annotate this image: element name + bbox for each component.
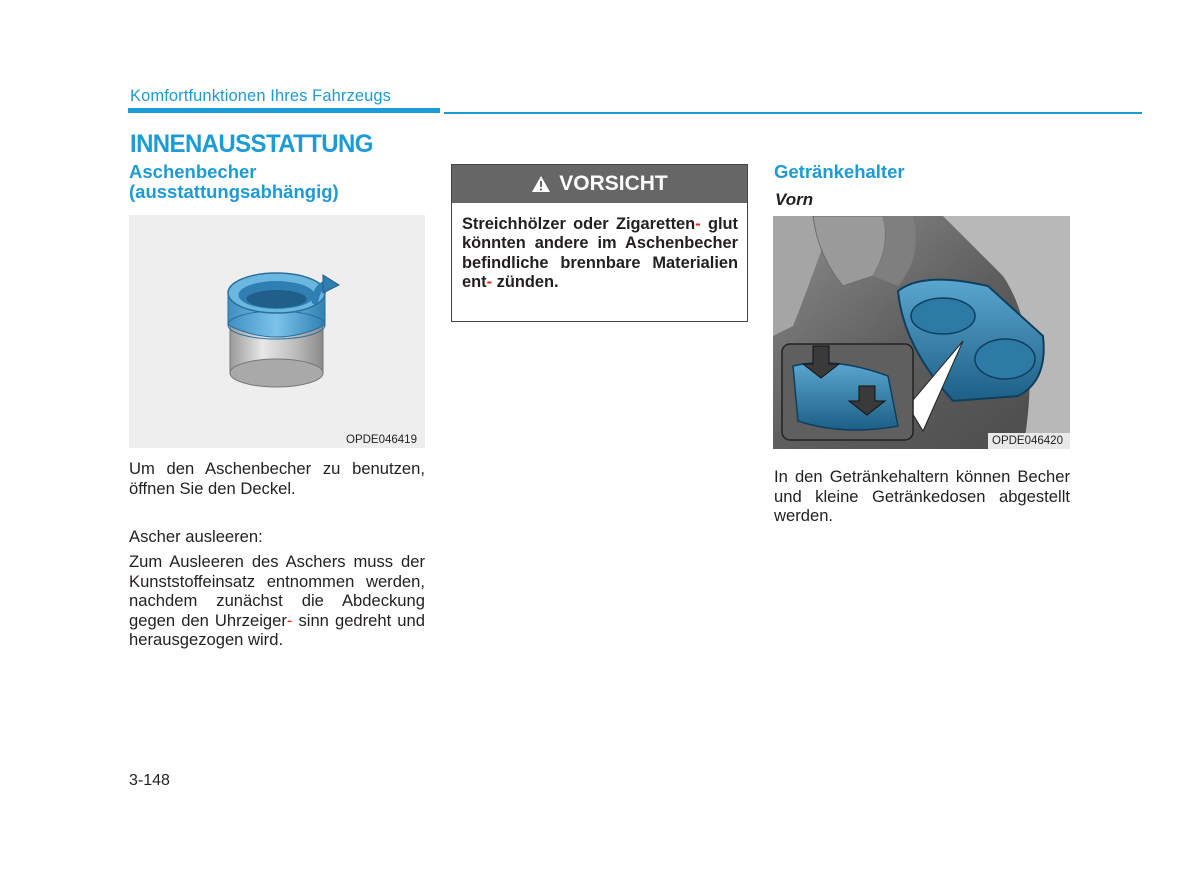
cupholder-heading: Getränkehalter	[774, 161, 905, 182]
ashtray-empty-text-a: Zum Ausleeren des Aschers muss der Kunststoffeinsatz entnommen werden, nachdem zunächst die Abdeckung gegen den Uhrzeiger	[129, 552, 425, 630]
ashtray-empty-text-b: sinn gedreht und herausgezogen wird.	[129, 610, 425, 649]
ashtray-empty-instruction	[129, 552, 425, 650]
ashtray-heading-line2: (ausstattungsabhängig)	[129, 181, 339, 202]
cupholder-text: In den Getränkehaltern können Becher und kleine Getränkedosen abgestellt werden.	[774, 467, 1070, 525]
ashtray-figure	[129, 215, 425, 448]
caution-header	[452, 165, 747, 203]
warning-icon	[531, 175, 551, 193]
cupholder-figure	[773, 216, 1070, 449]
caution-heading: VORSICHT	[559, 172, 668, 195]
ashtray-empty-heading: Ascher ausleeren:	[129, 527, 263, 546]
ashtray-heading-line1: Aschenbecher	[129, 161, 257, 182]
cupholder-figure-code: OPDE046420	[992, 435, 1063, 447]
header-rule	[444, 112, 1142, 114]
hyphen-mark: -	[486, 273, 493, 292]
hyphen-mark: -	[286, 610, 293, 630]
cupholder-subheading: Vorn	[775, 190, 814, 209]
hyphen-mark: -	[695, 215, 701, 233]
ashtray-instruction: Um den Aschenbecher zu benutzen, öffnen Sie den Deckel.	[129, 459, 425, 498]
caution-text-l3: zünden.	[496, 273, 559, 292]
ashtray-figure-code: OPDE046419	[346, 434, 417, 446]
ashtray-heading	[129, 162, 429, 202]
caution-box	[451, 164, 748, 322]
cupholder-illustration	[773, 216, 1070, 449]
caution-text-l1: Streichhölzer oder Zigaretten	[462, 215, 696, 233]
caution-text-l2: glut könnten andere im Aschenbecher befindliche brennbare Materialien ent	[462, 215, 738, 292]
header-bar	[128, 108, 440, 113]
caution-text	[462, 215, 738, 293]
page-number: 3-148	[129, 772, 170, 789]
section-title: INNENAUSSTATTUNG	[130, 130, 373, 159]
chapter-title: Komfortfunktionen Ihres Fahrzeugs	[130, 87, 392, 105]
ashtray-illustration	[129, 215, 425, 448]
